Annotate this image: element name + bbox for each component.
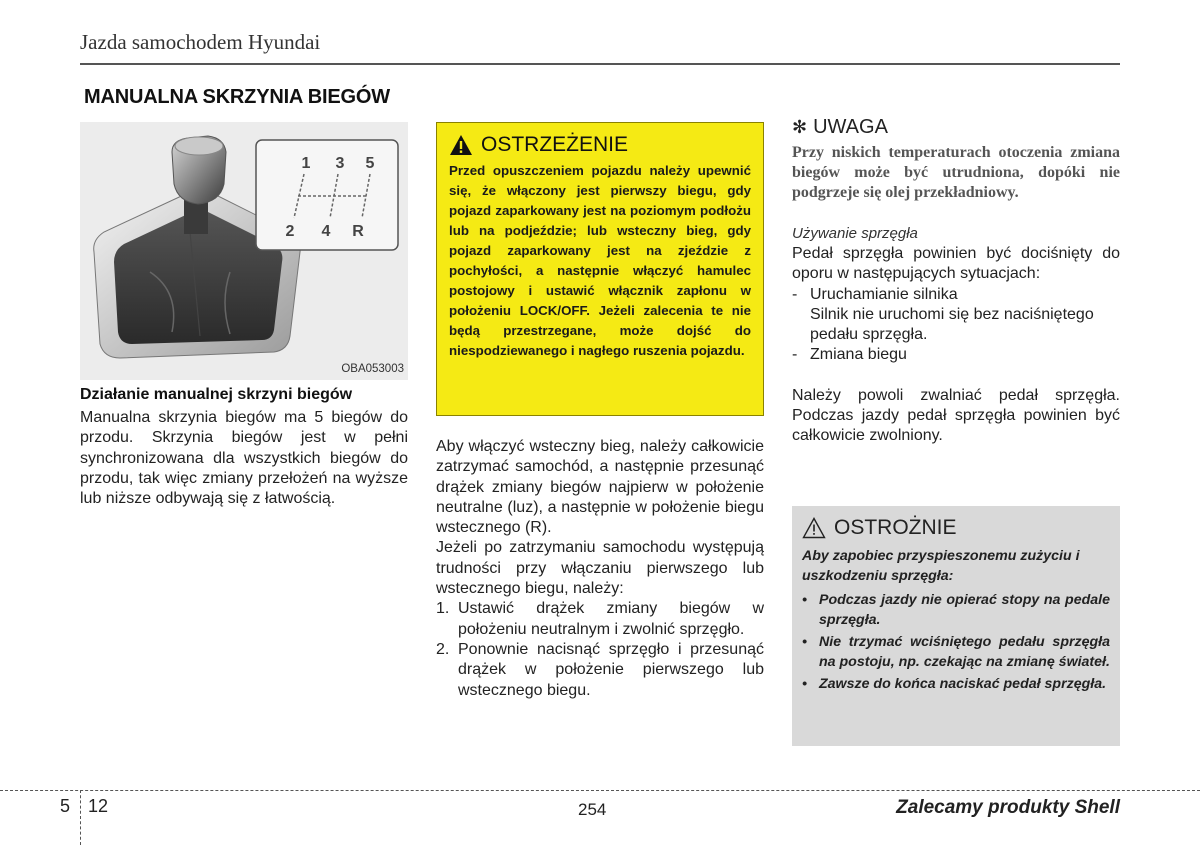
warning-text: Przed opuszczeniem pojazdu należy upewnić się, że włączony jest pierwszy biegu, gdy pojazd zaparkowany jest na poziomym podłożu lub na podjeździe; lub wsteczny bieg, gdy pojazd zaparkowany jest na zjeździe z pochyłości, a następnie włączyć hamulec postojowy i ustawić włącznik zapłonu w położeniu LOCK/OFF. Jeżeli zalecenia te nie będą przestrzegane, może dojść do niespodziewanego i nagłego ruszenia pojazdu. bbox=[449, 163, 751, 358]
dash-marker: - bbox=[792, 285, 798, 303]
gear-2-label: 2 bbox=[285, 223, 295, 240]
step-number: 1. bbox=[436, 600, 450, 618]
bullet-icon: • bbox=[802, 676, 807, 692]
list-item bbox=[802, 632, 1110, 672]
clutch-intro: Pedał sprzęgła powinien być dociśnięty do oporu w następujących sytuacjach: bbox=[792, 245, 1120, 283]
dash-marker bbox=[792, 305, 810, 346]
operation-paragraph: Manualna skrzynia biegów ma 5 biegów do przodu. Skrzynia biegów jest w pełni synchronizowana dla wszystkich biegów do przodu, tak więc zmiany przełożeń na wyższe lub niższe odbywają się z łatwością. bbox=[80, 409, 408, 508]
step-text: Ustawić drążek zmiany biegów w położeniu neutralnym i zwolnić sprzęgło. bbox=[458, 600, 764, 638]
warning-title: OSTRZEŻENIE bbox=[481, 133, 629, 156]
clutch-outro: Należy powoli zwalniać pedał sprzęgła. Podczas jazdy pedał sprzęgła powinien być całkowicie zwolniony. bbox=[792, 386, 1120, 445]
caution-heading bbox=[802, 516, 1110, 540]
warning-heading bbox=[449, 133, 751, 157]
gear-shifter-illustration bbox=[80, 122, 408, 380]
gear-4-label: 4 bbox=[321, 223, 331, 240]
gear-5-label: 5 bbox=[365, 155, 375, 172]
column-2 bbox=[436, 437, 764, 701]
list-item-text: Uruchamianie silnika bbox=[810, 285, 958, 303]
note-text: Przy niskich temperaturach otoczenia zmiana biegów może być utrudniona, dopóki nie podgrzeje się olej przekładniowy. bbox=[792, 144, 1120, 201]
operation-subhead: Działanie manualnej skrzyni biegów bbox=[80, 386, 353, 403]
caution-triangle-icon bbox=[802, 517, 826, 539]
list-item bbox=[792, 285, 1120, 305]
list-item bbox=[792, 345, 1120, 365]
list-item bbox=[792, 305, 1120, 346]
footer-rule bbox=[0, 790, 1200, 791]
header-rule bbox=[80, 63, 1120, 65]
footer-divider bbox=[80, 790, 81, 845]
footer-tagline: Zalecamy produkty Shell bbox=[896, 797, 1120, 818]
column-3 bbox=[792, 116, 1120, 447]
dash-marker: - bbox=[792, 346, 798, 364]
list-item bbox=[436, 640, 764, 701]
list-item-text: Zmiana biegu bbox=[810, 346, 907, 364]
caution-intro: Aby zapobiec przyspieszonemu zużyciu i uszkodzeniu sprzęgła: bbox=[802, 548, 1080, 584]
steps-list bbox=[436, 599, 764, 700]
gear-1-label: 1 bbox=[301, 155, 311, 172]
warning-box bbox=[436, 122, 764, 416]
caution-title: OSTROŻNIE bbox=[834, 516, 957, 539]
reverse-paragraph: Aby włączyć wsteczny bieg, należy całkowicie zatrzymać samochód, a następnie przesunąć drążek zmiany biegów najpierw w położenie neutralne (luz), a następnie w położenie biegu wstecznego (R). bbox=[436, 438, 764, 537]
note-heading bbox=[792, 116, 1120, 139]
footer-doc-number: 254 bbox=[578, 800, 607, 819]
step-text: Ponownie nacisnąć sprzęgło i przesunąć drążek w położenie pierwszego lub wstecznego biegu. bbox=[458, 640, 764, 699]
clutch-list bbox=[792, 285, 1120, 366]
warning-triangle-icon bbox=[449, 134, 473, 156]
caution-bullet-text: Podczas jazdy nie opierać stopy na pedale sprzęgła. bbox=[819, 592, 1110, 628]
list-item bbox=[436, 599, 764, 640]
list-item bbox=[802, 590, 1110, 630]
step-number: 2. bbox=[436, 640, 450, 658]
asterisk-icon: ✻ bbox=[792, 117, 808, 137]
difficulty-paragraph: Jeżeli po zatrzymaniu samochodu występują trudności przy włączaniu pierwszego lub wstecznego biegu, należy: bbox=[436, 539, 764, 598]
column-1 bbox=[80, 386, 408, 509]
section-title: MANUALNA SKRZYNIA BIEGÓW bbox=[84, 86, 390, 108]
caution-box bbox=[792, 506, 1120, 746]
bullet-icon: • bbox=[802, 634, 807, 650]
footer-section-number: 5 bbox=[60, 796, 71, 816]
bullet-icon: • bbox=[802, 592, 807, 608]
gear-3-label: 3 bbox=[335, 155, 345, 172]
clutch-subhead: Używanie sprzęgła bbox=[792, 225, 918, 242]
gear-shift-figure bbox=[80, 122, 408, 380]
caution-list bbox=[802, 590, 1110, 694]
caution-bullet-text: Nie trzymać wciśniętego pedału sprzęgła na postoju, np. czekając na zmianę świateł. bbox=[819, 634, 1110, 670]
figure-code: OBA053003 bbox=[341, 363, 404, 375]
gear-r-label: R bbox=[352, 223, 364, 240]
list-item bbox=[802, 674, 1110, 694]
caution-bullet-text: Zawsze do końca naciskać pedał sprzęgła. bbox=[819, 676, 1107, 692]
footer-page-number: 12 bbox=[88, 796, 109, 816]
list-item-text: Silnik nie uruchomi się bez naciśniętego pedału sprzęgła. bbox=[810, 305, 1094, 344]
running-header: Jazda samochodem Hyundai bbox=[80, 30, 321, 54]
note-title: UWAGA bbox=[813, 116, 888, 138]
